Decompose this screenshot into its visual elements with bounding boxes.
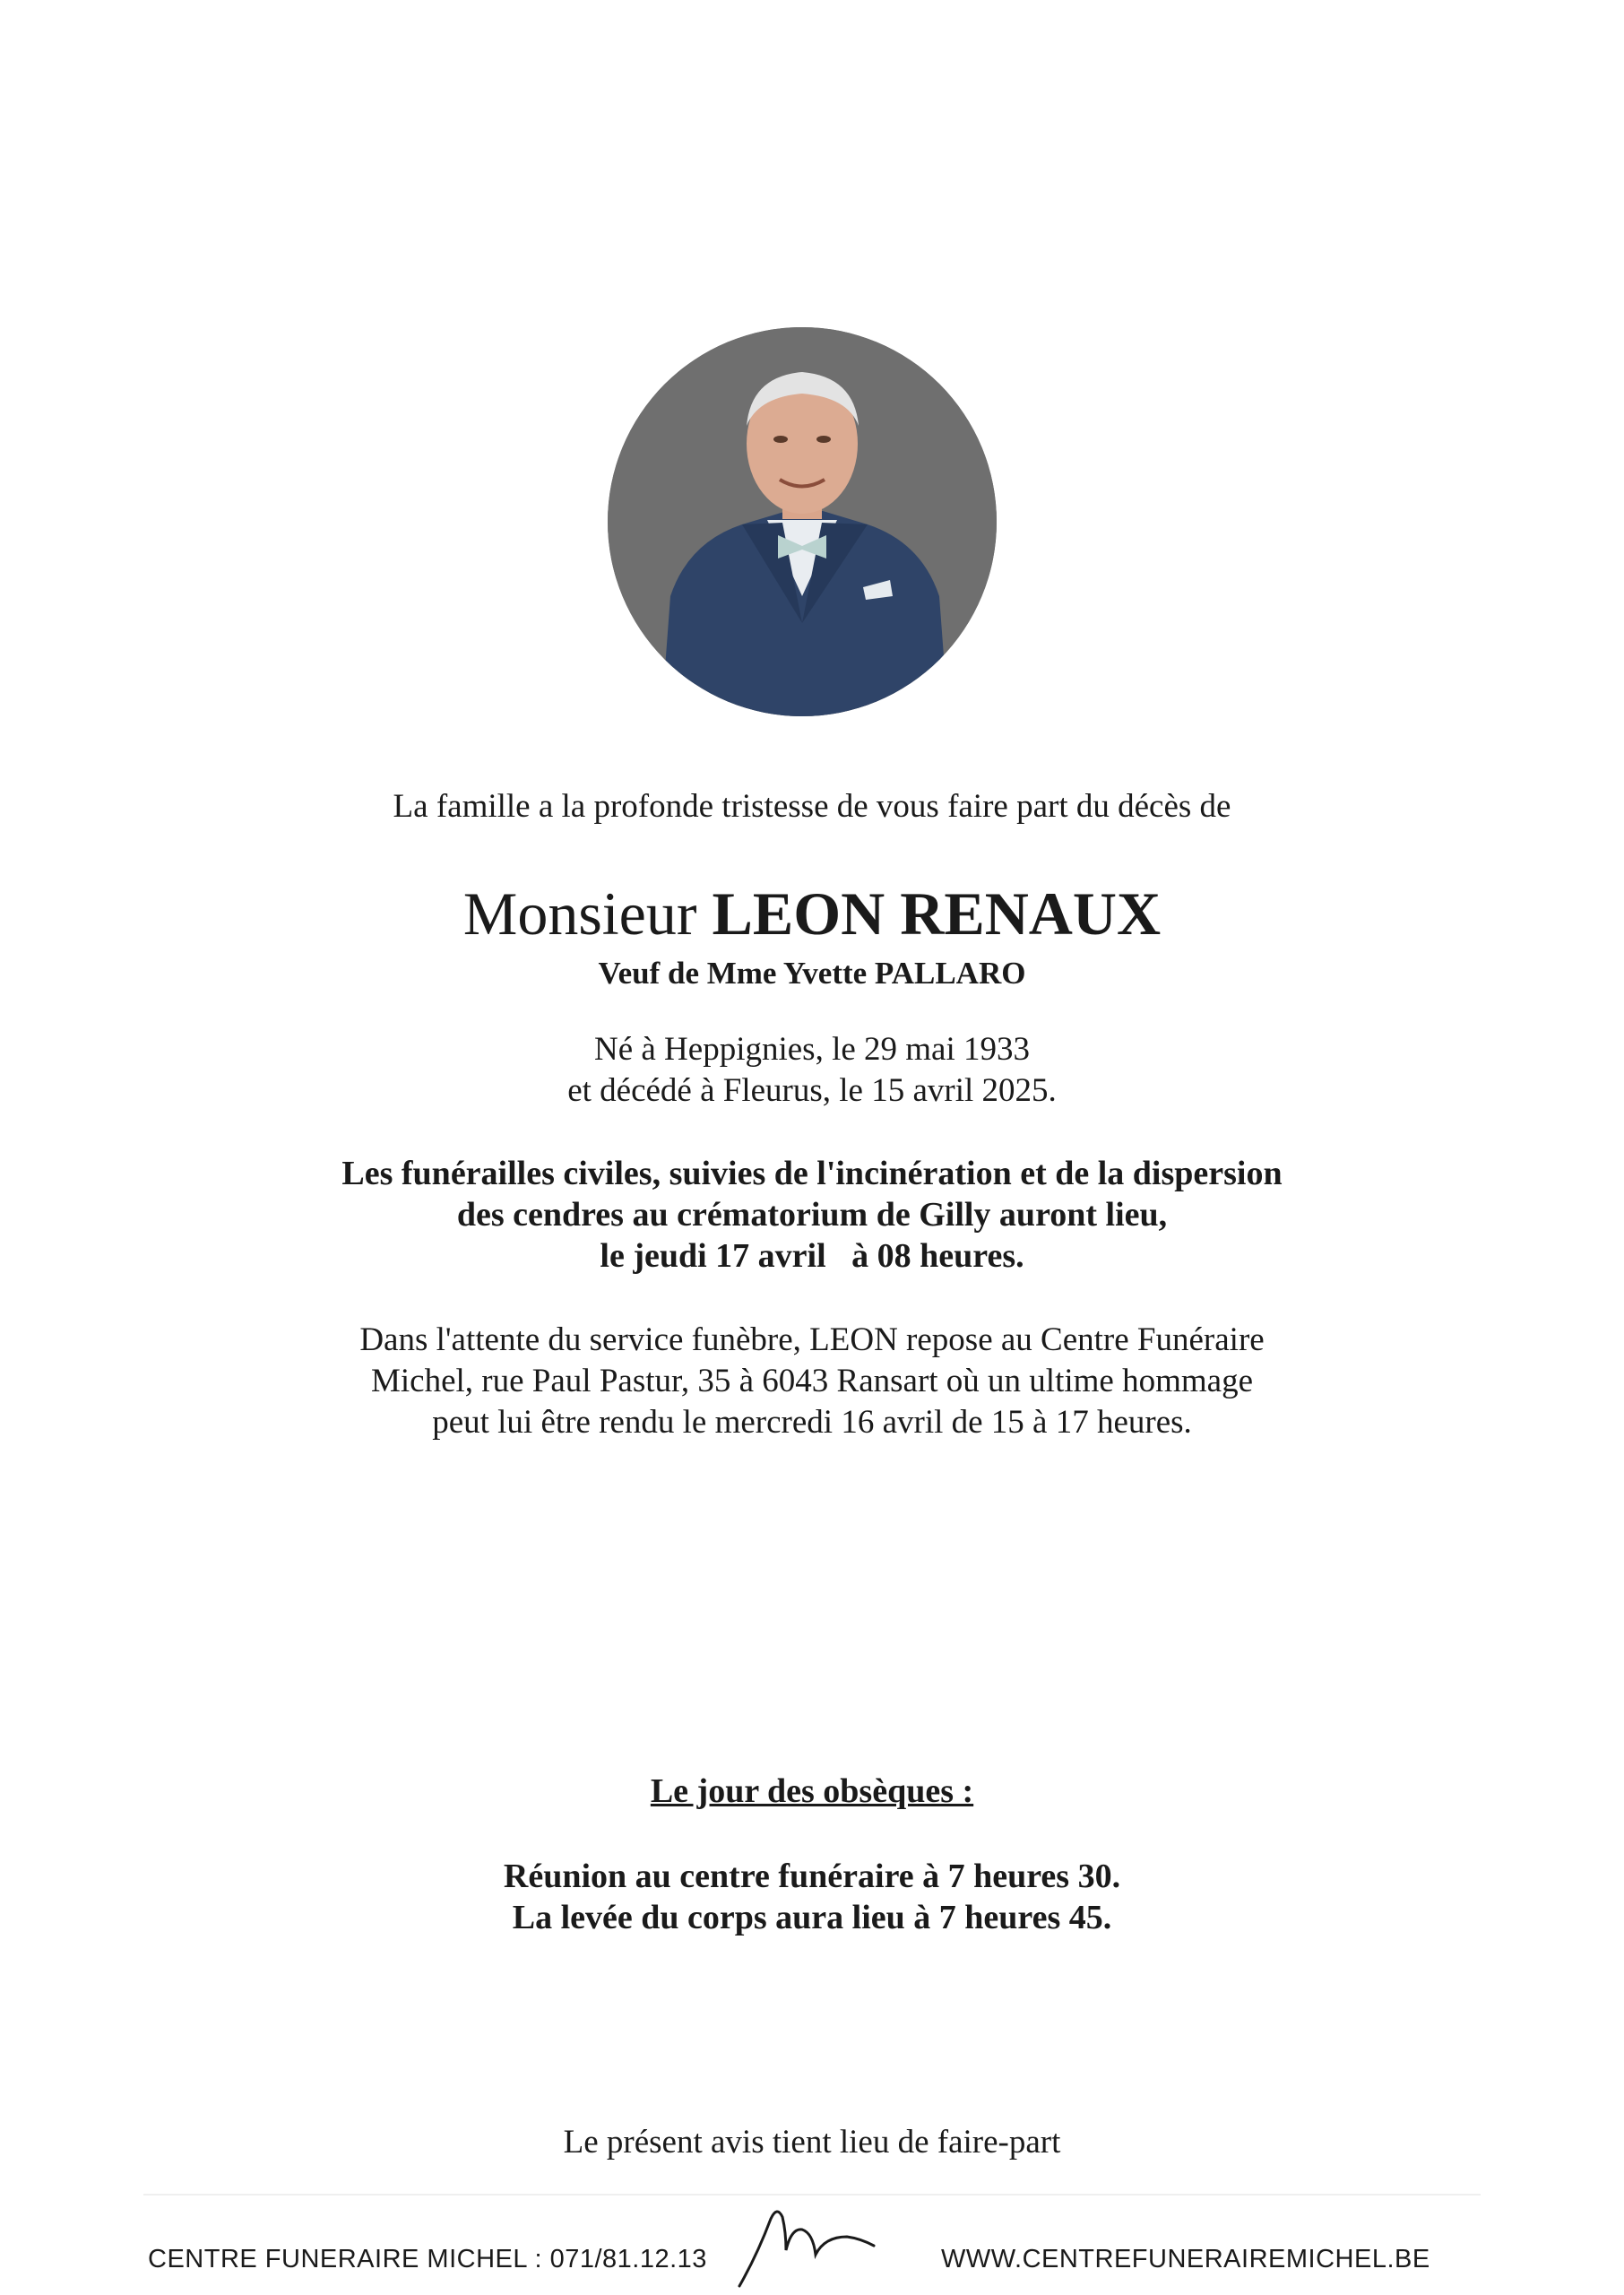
dates-block [0, 1029, 1624, 1112]
name-full: LEON RENAUX [712, 879, 1162, 948]
spouse-text: Veuf de Mme Yvette PALLARO [598, 956, 1026, 991]
footer-divider [143, 2194, 1481, 2195]
death-line: et décédé à Fleurus, le 15 avril 2025. [567, 1072, 1057, 1109]
rest-line-1: Dans l'attente du service funèbre, LEON repose au Centre Funéraire [359, 1321, 1265, 1358]
footer-contact: CENTRE FUNERAIRE MICHEL : 071/81.12.13 [148, 2245, 707, 2273]
intro-text: La famille a la profonde tristesse de vous faire part du décès de [393, 788, 1231, 825]
signature-logo [730, 2201, 883, 2291]
notice-text: Le présent avis tient lieu de faire-part [563, 2124, 1061, 2161]
birth-line: Né à Heppignies, le 29 mai 1933 [593, 1031, 1031, 1068]
funeral-block [0, 1153, 1624, 1277]
funeral-line-3: le jeudi 17 avril à 08 heures. [600, 1237, 1024, 1275]
rest-line-3: peut lui être rendu le mercredi 16 avril de 15 à 17 heures. [432, 1404, 1192, 1441]
funeral-line-2: des cendres au crématorium de Gilly auront lieu, [456, 1196, 1168, 1234]
day-line-2: La levée du corps aura lieu à 7 heures 45. [512, 1899, 1112, 1936]
rest-line-2: Michel, rue Paul Pastur, 35 à 6043 Ransart où un ultime hommage [371, 1363, 1253, 1399]
rest-block [0, 1320, 1624, 1443]
day-of-funeral-heading: Le jour des obsèques : [650, 1772, 974, 1810]
name-prefix: Monsieur [462, 879, 697, 948]
deceased-name [0, 880, 1624, 948]
day-line-1: Réunion au centre funéraire à 7 heures 30. [503, 1858, 1121, 1895]
day-of-funeral-details [0, 1856, 1624, 1938]
footer-website: WWW.CENTREFUNERAIREMICHEL.BE [941, 2245, 1430, 2273]
funeral-line-1: Les funérailles civiles, suivies de l'incinération et de la dispersion [341, 1155, 1283, 1192]
portrait-illustration [608, 327, 997, 716]
portrait-photo [608, 327, 997, 716]
